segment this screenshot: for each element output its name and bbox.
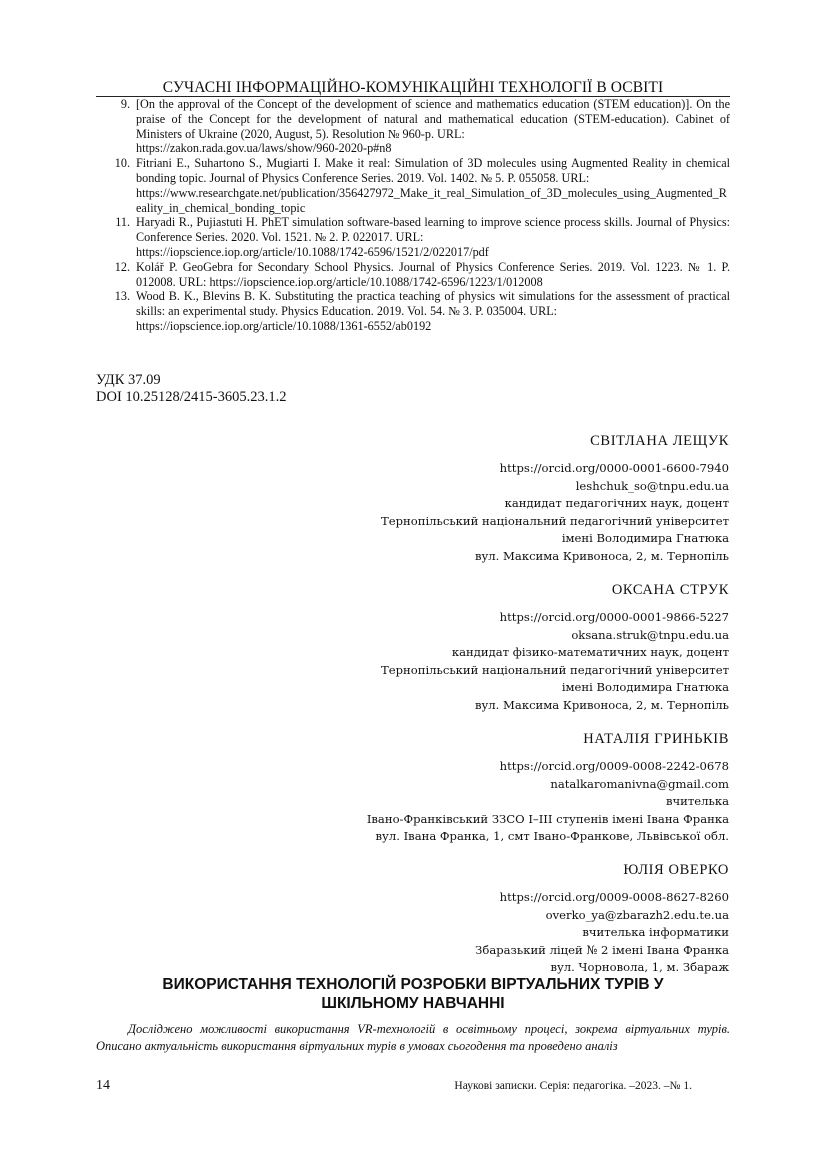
author-orcid[interactable]: https://orcid.org/0009-0008-2242-0678 — [499, 759, 729, 773]
author-affiliation: Тернопільський національний педагогічний університет — [381, 513, 729, 528]
author-position: вчителька інформатики — [582, 925, 729, 940]
journal-citation: Наукові записки. Серія: педагогіка. –2023. –№ 1. — [454, 1080, 692, 1092]
author-degree: кандидат педагогічних наук, доцент — [504, 496, 729, 511]
reference-text: Fitriani E., Suhartono S., Mugiarti I. Make it real: Simulation of 3D molecules using Augmented Reality in chemical bonding topic. Journal of Physics Conference Series. 2019. Vol. 1402. № 5. P. 055058. URL: — [136, 156, 730, 185]
reference-number: 12. — [114, 259, 130, 274]
reference-url[interactable]: https://iopscience.iop.org/article/10.1088/1361-6552/ab0192 — [136, 318, 432, 333]
doi-code[interactable]: DOI 10.25128/2415-3605.23.1.2 — [96, 389, 287, 405]
reference-list — [96, 97, 730, 334]
reference-url[interactable]: https://zakon.rada.gov.ua/laws/show/960-2020-p#n8 — [136, 141, 392, 156]
reference-item — [96, 215, 730, 259]
reference-text: Wood B. K., Blevins B. K. Substituting the practica teaching of physics wit simulations for the assessment of practical skills: an experimental study. Physics Education. 2019. Vol. 54. № 3. P. 035004. URL: — [136, 289, 730, 319]
author-position: вчителька — [665, 794, 729, 809]
reference-item — [96, 97, 730, 156]
author-name: НАТАЛІЯ ГРИНЬКІВ — [583, 731, 729, 747]
reference-number: 11. — [115, 215, 130, 230]
udk-code: УДК 37.09 — [96, 372, 161, 388]
author-address: вул. Івана Франка, 1, смт Івано-Франкове, Львівської обл. — [375, 829, 729, 844]
reference-item — [96, 289, 730, 333]
author-name: СВІТЛАНА ЛЕЩУК — [590, 433, 729, 449]
running-header: СУЧАСНІ ІНФОРМАЦІЙНО-КОМУНІКАЦІЙНІ ТЕХНОЛОГІЇ В ОСВІТІ — [162, 79, 664, 96]
author-block — [200, 582, 729, 715]
author-affiliation: Івано-Франківський ЗЗСО І–ІІІ ступенів імені Івана Франка — [366, 811, 729, 826]
author-affiliation: Тернопільський національний педагогічний університет — [381, 662, 729, 677]
reference-url[interactable]: https://iopscience.iop.org/article/10.1088/1742-6596/1521/2/022017/pdf — [136, 244, 489, 259]
author-block — [200, 862, 729, 977]
reference-text: Haryadi R., Pujiastuti H. PhET simulation software-based learning to improve science process skills. Journal of Physics: Conference Series. 2020. Vol. 1521. № 2. P. 022017. URL: — [136, 215, 730, 245]
author-address: вул. Максима Кривоноса, 2, м. Тернопіль — [474, 697, 729, 712]
article-title-line: ШКІЛЬНОМУ НАВЧАННІ — [321, 995, 505, 1012]
author-address: вул. Максима Кривоноса, 2, м. Тернопіль — [474, 548, 729, 563]
author-orcid[interactable]: https://orcid.org/0009-0008-8627-8260 — [499, 890, 729, 904]
author-orcid[interactable]: https://orcid.org/0000-0001-9866-5227 — [499, 610, 729, 624]
author-block — [200, 433, 729, 566]
reference-text: [On the approval of the Concept of the development of science and mathematics education (STEM education)]. On the praise of the Concept for the development of natural and mathematical education (STEM-education). Cabinet of Ministers of Ukraine (2020, August, 5). Resolution № 960-р. URL: — [136, 97, 730, 141]
page-number: 14 — [96, 1078, 110, 1093]
author-email[interactable]: oksana.struk@tnpu.edu.ua — [571, 627, 729, 642]
author-email[interactable]: natalkaromanivna@gmail.com — [550, 776, 729, 791]
classification-block — [96, 372, 287, 406]
author-email[interactable]: overko_ya@zbarazh2.edu.te.ua — [545, 907, 729, 922]
reference-url[interactable]: https://www.researchgate.net/publication/356427972_Make_it_real_Simulation_of_3D_molecules_using_Augmented_Reality_in_chemical_bonding_topic — [136, 185, 727, 215]
author-block — [200, 731, 729, 846]
author-affiliation: Збаразький ліцей № 2 імені Івана Франка — [475, 942, 729, 957]
author-affiliation-name: імені Володимира Гнатюка — [561, 680, 729, 695]
author-affiliation-name: імені Володимира Гнатюка — [561, 531, 729, 546]
reference-item — [96, 260, 730, 290]
reference-number: 10. — [114, 156, 130, 171]
reference-number: 13. — [114, 289, 130, 304]
article-title-line: ВИКОРИСТАННЯ ТЕХНОЛОГІЙ РОЗРОБКИ ВІРТУАЛЬНИХ ТУРІВ У — [162, 976, 664, 993]
reference-text: Kolář P. GeoGebra for Secondary School Physics. Journal of Physics Conference Series. 2019. Vol. 1223. № 1. P. 012008. URL: https://iopscience.iop.org/article/10.1088/1742-6596/1223/1/012008 — [136, 259, 730, 289]
abstract-text: Досліджено можливості використання VR-технологій в освітньому процесі, зокрема віртуальних турів. Описано актуальність використання віртуальних турів в умовах сьогодення та проведено аналіз — [96, 1022, 730, 1053]
author-degree: кандидат фізико-математичних наук, доцент — [451, 645, 729, 660]
author-address: вул. Чорновола, 1, м. Збараж — [550, 960, 729, 975]
author-name: ОКСАНА СТРУК — [611, 582, 729, 598]
author-name: ЮЛІЯ ОВЕРКО — [623, 862, 729, 878]
article-title — [96, 975, 730, 1013]
author-email[interactable]: leshchuk_so@tnpu.edu.ua — [575, 478, 729, 493]
reference-number: 9. — [120, 97, 130, 111]
reference-item — [96, 156, 730, 215]
author-orcid[interactable]: https://orcid.org/0000-0001-6600-7940 — [499, 461, 729, 475]
